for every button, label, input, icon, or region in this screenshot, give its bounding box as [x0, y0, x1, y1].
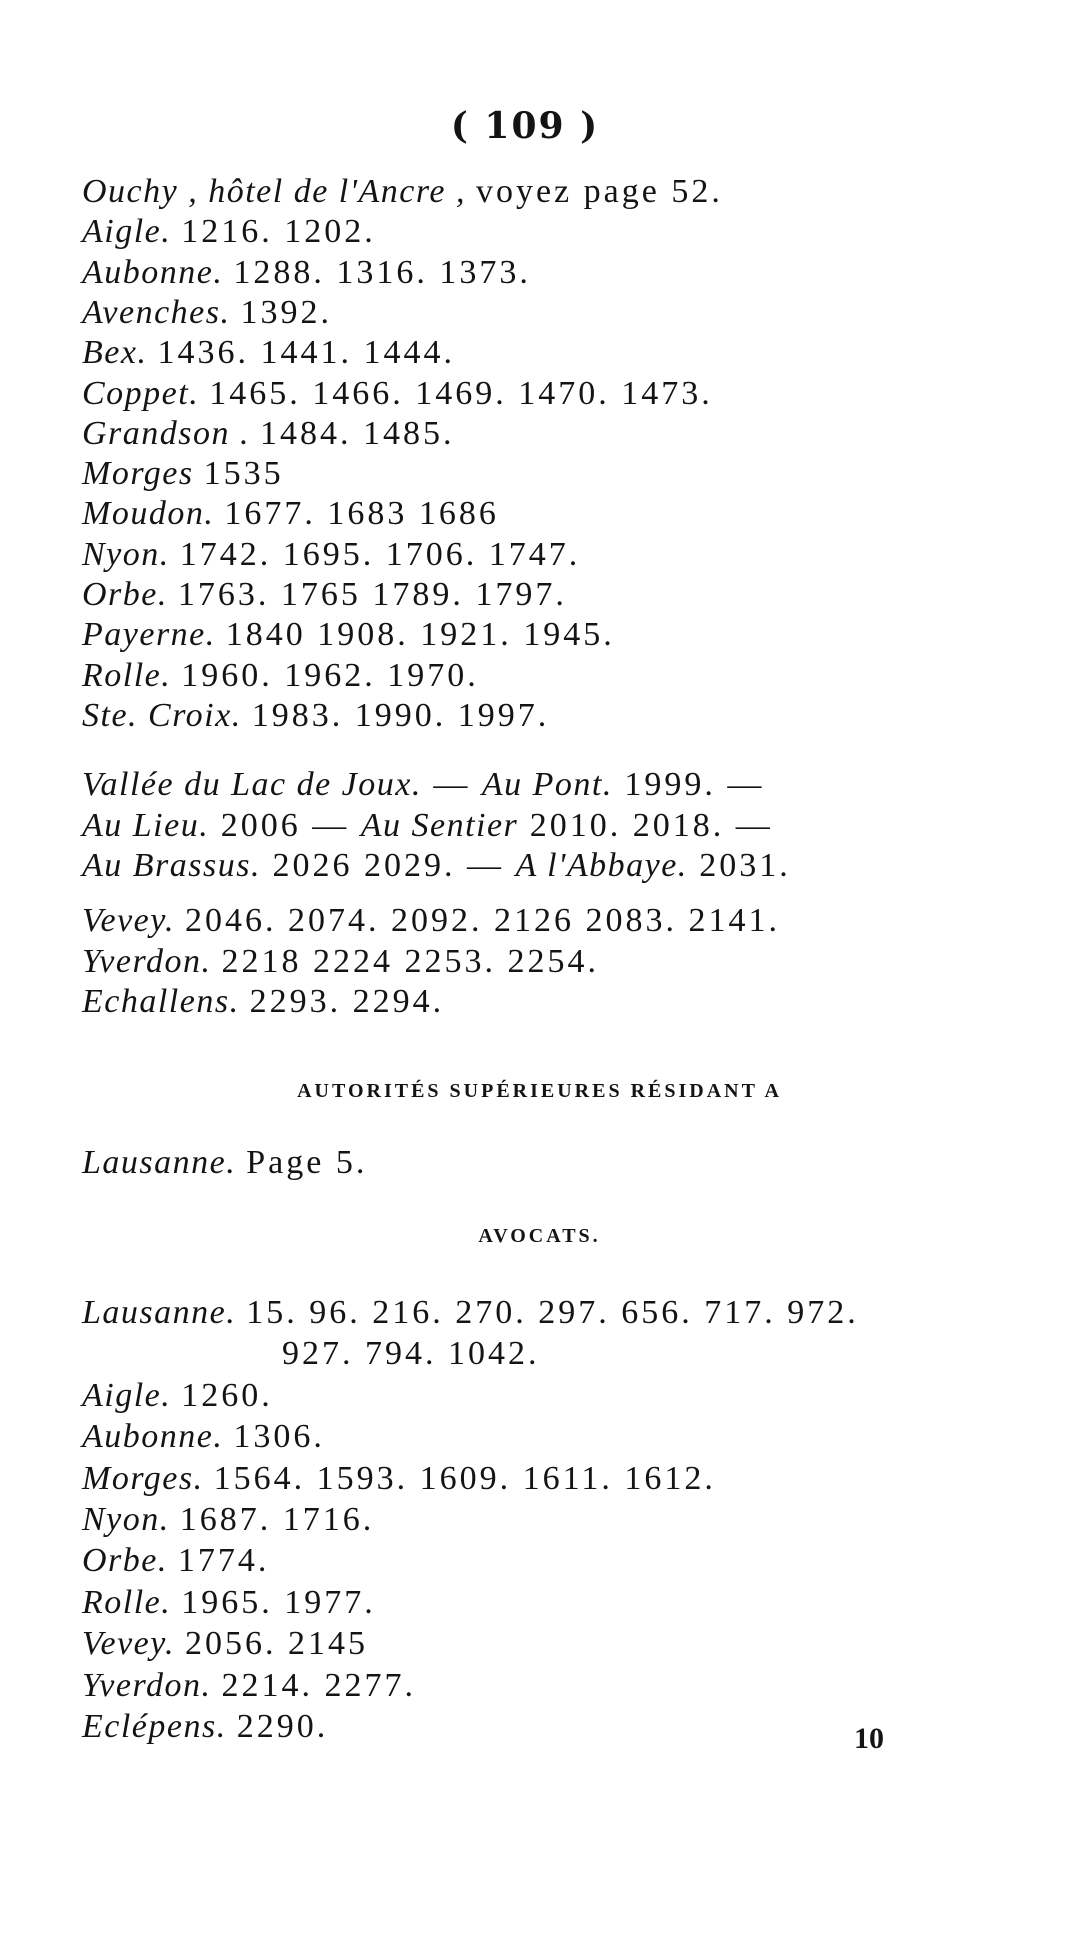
entry-numbers: 2010. 2018. — [518, 806, 773, 844]
place-name: Orbe. [82, 576, 168, 613]
entry-numbers: 1983. 1990. 1997. [251, 696, 550, 734]
entry-numbers: 1763. 1765 1789. 1797. [177, 576, 567, 613]
place-name: Rolle. [82, 656, 172, 694]
entry-numbers: 1677. 1683 1686 [224, 495, 499, 533]
entry-numbers: 2214. 2277. [221, 1666, 416, 1704]
entry-numbers: 1965. 1977. [181, 1583, 376, 1621]
lausanne-entry [82, 1143, 367, 1183]
entry-line [82, 1541, 269, 1581]
entry-line [82, 615, 615, 655]
entry-numbers: 2056. 2145 [185, 1625, 368, 1663]
place-name: Ouchy , hôtel de l'Ancre , [82, 173, 466, 210]
entry-line [82, 1707, 328, 1747]
entry-line [82, 1500, 374, 1540]
entry-numbers: 1288. 1316. 1373. [233, 253, 531, 291]
entry-line [82, 1624, 368, 1664]
entry-numbers: 1535 [203, 455, 284, 493]
entry-line [82, 696, 549, 736]
place-name: Orbe. [82, 1542, 168, 1580]
entry-line [82, 901, 780, 941]
entry-numbers: 1260. [181, 1376, 273, 1414]
entry-line [82, 212, 376, 252]
place-name: Coppet. [82, 374, 200, 412]
entry-line [82, 535, 580, 575]
place-name: Morges. [82, 1459, 204, 1497]
place-name: Eclépens. [82, 1708, 227, 1745]
heading-avocats: AVOCATS. [478, 1225, 601, 1247]
entry-line [82, 1666, 416, 1706]
entry-numbers: 2046. 2074. 2092. 2126 2083. 2141. [185, 902, 780, 939]
entry-line [82, 942, 599, 982]
entry-numbers: 1687. 1716. [179, 1501, 375, 1538]
place-name: Morges [82, 455, 194, 493]
entry-numbers: — [421, 766, 482, 803]
entry-line [82, 1459, 716, 1499]
entry-line [82, 1376, 273, 1416]
entry-numbers: 2293. 2294. [249, 983, 445, 1020]
entry-numbers: 1840 1908. 1921. 1945. [225, 616, 615, 654]
entry-line [82, 1583, 376, 1623]
place-name: Vallée du Lac de Joux. [82, 766, 422, 803]
entry-line [282, 1334, 540, 1374]
heading-autorites: AUTORITÉS SUPÉRIEURES RÉSIDANT A [297, 1080, 782, 1102]
entry-line [82, 172, 723, 212]
place-name: Avenches. [82, 293, 231, 331]
place-name: Lausanne. [82, 1144, 237, 1181]
place-name: Vevey. [82, 1625, 175, 1663]
entry-numbers: 1564. 1593. 1609. 1611. 1612. [213, 1459, 716, 1497]
entry-numbers: 15. 96. 216. 270. 297. 656. 717. 972. [246, 1294, 859, 1331]
entry-numbers: 927. 794. 1042. [282, 1335, 540, 1373]
entry-line [82, 454, 284, 494]
entry-numbers: 1465. 1466. 1469. 1470. 1473. [209, 374, 713, 412]
entry-line [82, 293, 332, 333]
place-name: Ste. Croix. [82, 696, 242, 734]
entry-line [82, 374, 713, 414]
entry-numbers: 2218 2224 2253. 2254. [221, 942, 599, 980]
entry-numbers: 1960. 1962. 1970. [181, 656, 479, 694]
entry-text: Page 5. [246, 1144, 368, 1181]
place-name: Bex. [82, 334, 148, 372]
place-name: Yverdon. [82, 1666, 212, 1704]
entry-line [82, 414, 455, 454]
place-name: A l'Abbaye. [515, 847, 688, 884]
place-name: Au Lieu. [82, 806, 210, 844]
place-name: Aigle. [82, 1376, 172, 1414]
place-name: Aubonne. [82, 1418, 224, 1456]
entry-numbers: voyez page 52. [475, 173, 723, 210]
place-name: Moudon. [82, 495, 215, 533]
place-name: Aubonne. [82, 253, 224, 291]
place-name: Aigle. [82, 213, 172, 251]
entry-line [82, 575, 567, 615]
entry-numbers: 1216. 1202. [181, 213, 376, 251]
entry-numbers: 1306. [233, 1418, 325, 1456]
entry-numbers: 1774. [177, 1542, 270, 1580]
entry-numbers: 2031. [687, 847, 791, 884]
entry-numbers: 1999. — [612, 766, 765, 803]
entry-numbers: 1484. 1485. [260, 414, 455, 452]
vallee-line [82, 765, 764, 805]
place-name: Rolle. [82, 1583, 172, 1621]
place-name: Au Brassus. [82, 847, 261, 884]
place-name: Au Sentier [360, 806, 519, 844]
entry-line [82, 982, 444, 1022]
entry-numbers: 1392. [240, 293, 332, 331]
entry-numbers: 1742. 1695. 1706. 1747. [179, 535, 581, 573]
place-name: Grandson . [82, 414, 251, 452]
entry-numbers: 2006 — [209, 806, 361, 844]
place-name: Au Pont. [481, 766, 613, 803]
entry-line [82, 1293, 859, 1333]
place-name: Nyon. [82, 535, 170, 573]
signature-mark: 10 [854, 1722, 884, 1755]
vallee-line [82, 806, 773, 846]
place-name: Yverdon. [82, 942, 212, 980]
entry-numbers: 1436. 1441. 1444. [157, 334, 455, 372]
place-name: Vevey. [82, 902, 175, 939]
place-name: Payerne. [82, 616, 216, 654]
entry-line [82, 656, 479, 696]
vallee-line [82, 846, 791, 886]
place-name: Lausanne. [82, 1294, 237, 1331]
entry-numbers: 2026 2029. — [260, 847, 516, 884]
entry-line [82, 494, 499, 534]
place-name: Echallens. [82, 983, 240, 1020]
entry-line [82, 253, 531, 293]
entry-line [82, 333, 455, 373]
entry-numbers: 2290. [236, 1708, 329, 1745]
entry-line [82, 1417, 325, 1457]
place-name: Nyon. [82, 1501, 170, 1538]
page-number: ( 109 ) [450, 105, 600, 147]
